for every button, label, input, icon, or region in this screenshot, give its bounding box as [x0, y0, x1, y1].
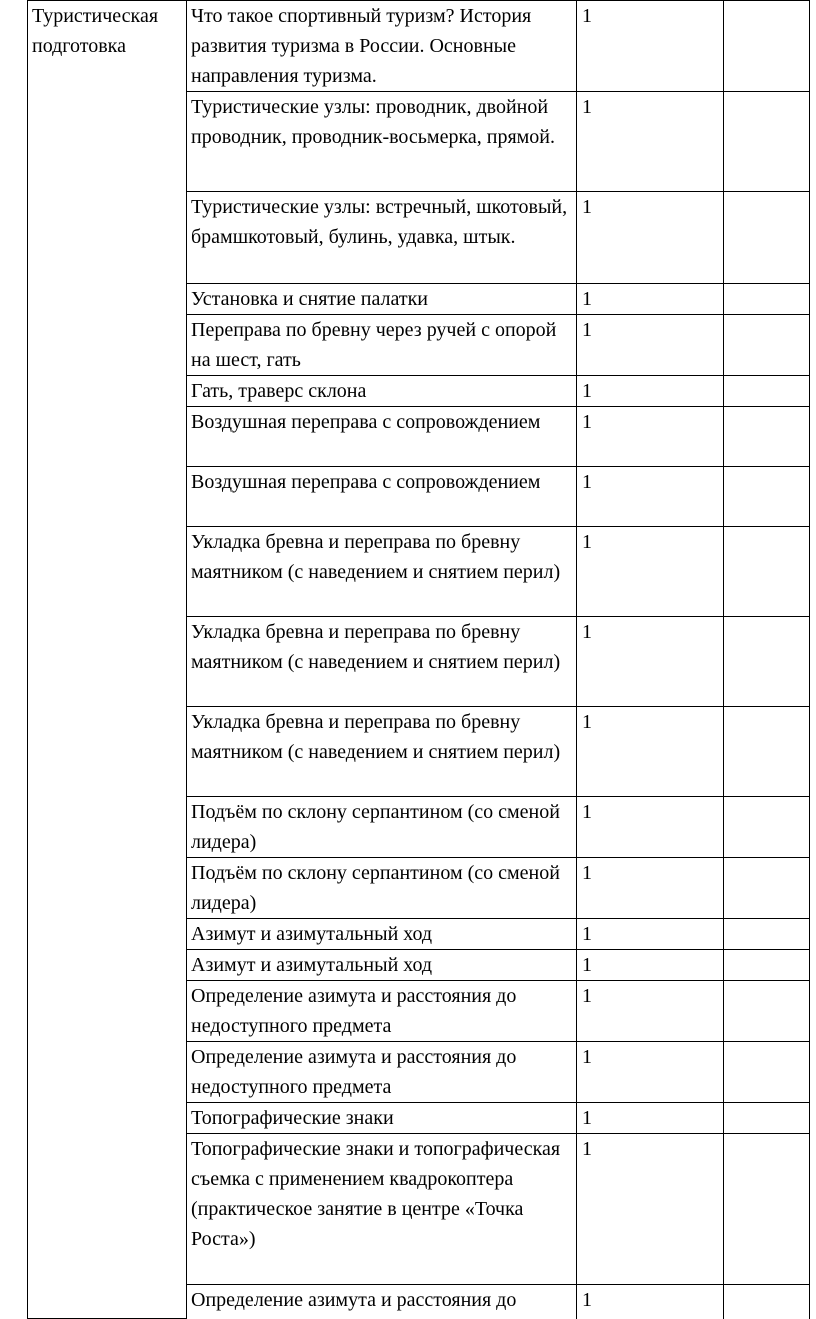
- topic-text: Укладка бревна и переправа по бревну маятником (с наведением и снятием перил): [191, 531, 561, 583]
- topic-text: Азимут и азимутальный ход: [191, 954, 433, 976]
- topic-text: Азимут и азимутальный ход: [191, 923, 433, 945]
- hours-value: 1: [582, 1289, 592, 1311]
- topic-text: Укладка бревна и переправа по бревну маятником (с наведением и снятием перил): [191, 621, 561, 673]
- notes-cell: [724, 707, 810, 797]
- notes-cell: [724, 1042, 810, 1103]
- notes-cell: [724, 315, 810, 376]
- topic-cell: [187, 858, 577, 919]
- hours-cell: [577, 858, 724, 919]
- hours-value: 1: [582, 5, 592, 27]
- hours-cell: [577, 284, 724, 315]
- hours-cell: [577, 467, 724, 527]
- notes-cell: [724, 981, 810, 1042]
- topic-text: Туристические узлы: встречный, шкотовый, брамшкотовый, булинь, удавка, штык.: [191, 196, 568, 248]
- topic-text: Туристические узлы: проводник, двойной проводник, проводник-восьмерка, прямой.: [191, 96, 556, 148]
- hours-cell: [577, 707, 724, 797]
- hours-cell: [577, 1042, 724, 1103]
- topic-text: Воздушная переправа с сопровождением: [191, 471, 541, 493]
- lesson-plan-table: [27, 0, 810, 1319]
- hours-cell: [577, 1103, 724, 1134]
- hours-value: 1: [582, 531, 592, 553]
- hours-cell: [577, 1285, 724, 1319]
- notes-cell: [724, 376, 810, 407]
- hours-cell: [577, 919, 724, 950]
- notes-cell: [724, 617, 810, 707]
- topic-cell: [187, 315, 577, 376]
- topic-cell: [187, 376, 577, 407]
- hours-value: 1: [582, 380, 592, 402]
- topic-text: Что такое спортивный туризм? История развития туризма в России. Основные направления туризма.: [191, 5, 532, 87]
- notes-cell: [724, 919, 810, 950]
- topic-cell: [187, 1103, 577, 1134]
- topic-cell: [187, 707, 577, 797]
- topic-text: Топографические знаки и топографическая съемка с применением квадрокоптера (практическое занятие в центре «Точка Роста»): [191, 1138, 561, 1250]
- hours-cell: [577, 617, 724, 707]
- topic-text: Подъём по склону серпантином (со сменой лидера): [191, 801, 560, 853]
- topic-text: Укладка бревна и переправа по бревну маятником (с наведением и снятием перил): [191, 711, 561, 763]
- topic-cell: [187, 1042, 577, 1103]
- notes-cell: [724, 858, 810, 919]
- hours-cell: [577, 376, 724, 407]
- hours-value: 1: [582, 411, 592, 433]
- hours-value: 1: [582, 621, 592, 643]
- hours-value: 1: [582, 801, 592, 823]
- hours-cell: [577, 527, 724, 617]
- hours-value: 1: [582, 862, 592, 884]
- hours-cell: [577, 92, 724, 192]
- hours-cell: [577, 407, 724, 467]
- hours-value: 1: [582, 288, 592, 310]
- hours-value: 1: [582, 1138, 592, 1160]
- topic-cell: [187, 467, 577, 527]
- notes-cell: [724, 467, 810, 527]
- hours-value: 1: [582, 96, 592, 118]
- topic-text: Топографические знаки: [191, 1107, 394, 1129]
- topic-cell: [187, 950, 577, 981]
- topic-cell: [187, 527, 577, 617]
- topic-text: Определение азимута и расстояния до недоступного предмета: [191, 985, 517, 1037]
- section-cell: [28, 1, 187, 1319]
- hours-cell: [577, 192, 724, 284]
- hours-cell: [577, 1, 724, 92]
- topic-text: Подъём по склону серпантином (со сменой лидера): [191, 862, 560, 914]
- topic-cell: [187, 981, 577, 1042]
- hours-cell: [577, 981, 724, 1042]
- notes-cell: [724, 950, 810, 981]
- hours-cell: [577, 797, 724, 858]
- topic-text: Определение азимута и расстояния до: [191, 1289, 517, 1311]
- notes-cell: [724, 407, 810, 467]
- section-label: Туристическая подготовка: [32, 5, 159, 57]
- notes-cell: [724, 527, 810, 617]
- notes-cell: [724, 192, 810, 284]
- hours-value: 1: [582, 1107, 592, 1129]
- hours-cell: [577, 950, 724, 981]
- lesson-plan-body: [28, 1, 810, 1319]
- notes-cell: [724, 92, 810, 192]
- topic-text: Установка и снятие палатки: [191, 288, 428, 310]
- hours-value: 1: [582, 1046, 592, 1068]
- topic-text: Гать, траверс склона: [191, 380, 367, 402]
- topic-cell: [187, 284, 577, 315]
- document-table-container: [27, 0, 809, 1319]
- hours-cell: [577, 1134, 724, 1285]
- hours-cell: [577, 315, 724, 376]
- notes-cell: [724, 1285, 810, 1319]
- notes-cell: [724, 1, 810, 92]
- hours-value: 1: [582, 196, 592, 218]
- topic-cell: [187, 919, 577, 950]
- hours-value: 1: [582, 319, 592, 341]
- table-row: [28, 1, 810, 92]
- notes-cell: [724, 1103, 810, 1134]
- hours-value: 1: [582, 711, 592, 733]
- hours-value: 1: [582, 471, 592, 493]
- topic-cell: [187, 192, 577, 284]
- topic-cell: [187, 1, 577, 92]
- notes-cell: [724, 797, 810, 858]
- topic-cell: [187, 1285, 577, 1319]
- notes-cell: [724, 1134, 810, 1285]
- topic-cell: [187, 617, 577, 707]
- topic-cell: [187, 1134, 577, 1285]
- notes-cell: [724, 284, 810, 315]
- topic-cell: [187, 797, 577, 858]
- topic-text: Воздушная переправа с сопровождением: [191, 411, 541, 433]
- topic-cell: [187, 92, 577, 192]
- topic-cell: [187, 407, 577, 467]
- hours-value: 1: [582, 954, 592, 976]
- hours-value: 1: [582, 923, 592, 945]
- topic-text: Определение азимута и расстояния до недоступного предмета: [191, 1046, 517, 1098]
- hours-value: 1: [582, 985, 592, 1007]
- topic-text: Переправа по бревну через ручей с опорой на шест, гать: [191, 319, 557, 371]
